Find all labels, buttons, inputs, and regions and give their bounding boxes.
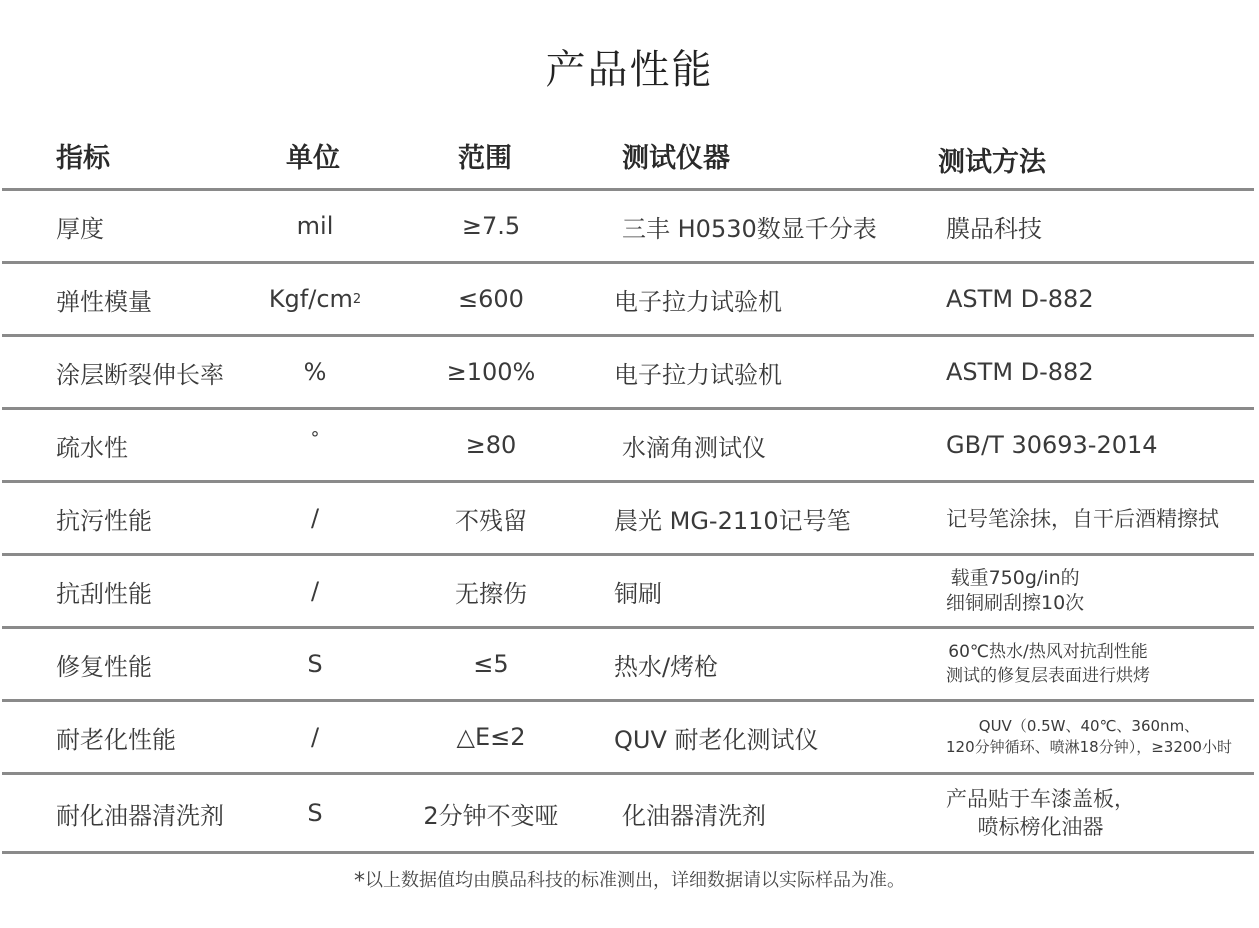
cell-unit: / xyxy=(310,577,320,605)
table-header xyxy=(2,118,1254,191)
cell-indicator: 抗刮性能 xyxy=(56,579,152,608)
cell-indicator: 抗污性能 xyxy=(56,506,152,535)
cell-unit: / xyxy=(310,723,320,751)
cell-method xyxy=(946,775,1135,851)
cell-unit: S xyxy=(307,799,323,827)
cell-instrument: 三丰 H0530数显千分表 xyxy=(622,214,877,243)
method-line: 60℃热水/热风对抗刮性能 xyxy=(948,642,1148,662)
asterisk: * xyxy=(354,869,365,894)
table-row xyxy=(2,191,1254,264)
cell-range: ≤5 xyxy=(473,650,509,678)
cell-unit: % xyxy=(303,358,327,386)
cell-instrument: 水滴角测试仪 xyxy=(622,433,766,462)
cell-instrument: QUV 耐老化测试仪 xyxy=(614,725,819,754)
cell-unit: / xyxy=(310,504,320,532)
table-row xyxy=(2,483,1254,556)
header-instrument: 测试仪器 xyxy=(622,143,730,174)
cell-method: 记号笔涂抹，自干后酒精擦拭 xyxy=(946,507,1219,531)
cell-unit: mil xyxy=(296,212,334,240)
method-line: 120分钟循环、喷淋18分钟），≥3200小时 xyxy=(946,738,1232,756)
cell-range: ≤600 xyxy=(458,285,524,313)
cell-method xyxy=(946,702,1232,772)
cell-indicator: 弹性模量 xyxy=(56,287,152,316)
header-method: 测试方法 xyxy=(938,147,1046,178)
method-line: 喷标榜化油器 xyxy=(977,815,1104,839)
table-row xyxy=(2,629,1254,702)
cell-instrument: 热水/烤枪 xyxy=(614,652,719,681)
cell-range: 2分钟不变哑 xyxy=(423,801,559,830)
cell-range: 无擦伤 xyxy=(455,579,527,608)
table-row xyxy=(2,702,1254,775)
table-row xyxy=(2,264,1254,337)
cell-indicator: 修复性能 xyxy=(56,652,152,681)
cell-range: ≥80 xyxy=(465,431,517,459)
footnote xyxy=(0,866,1259,894)
unit-text: Kgf/cm xyxy=(268,285,353,313)
cell-method: ASTM D-882 xyxy=(946,358,1094,386)
method-line: 细铜刷刮擦10次 xyxy=(946,592,1085,614)
header-range: 范围 xyxy=(458,143,512,174)
cell-method: ASTM D-882 xyxy=(946,285,1094,313)
cell-indicator: 耐化油器清洗剂 xyxy=(56,801,224,830)
cell-instrument: 晨光 MG-2110记号笔 xyxy=(614,506,851,535)
cell-indicator: 耐老化性能 xyxy=(56,725,176,754)
cell-unit: S xyxy=(307,650,323,678)
cell-unit xyxy=(257,264,373,334)
cell-instrument: 铜刷 xyxy=(614,579,662,608)
cell-method: 膜品科技 xyxy=(946,214,1042,243)
footnote-text: 以上数据值均由膜品科技的标准测出，详细数据请以实际样品为准。 xyxy=(365,870,905,891)
cell-range: 不残留 xyxy=(455,506,527,535)
cell-range: ≥7.5 xyxy=(461,212,521,240)
cell-instrument: 电子拉力试验机 xyxy=(614,287,782,316)
method-line: 测试的修复层表面进行烘烤 xyxy=(946,666,1150,686)
table-row xyxy=(2,410,1254,483)
page-title: 产品性能 xyxy=(545,47,714,93)
cell-method xyxy=(946,556,1084,626)
cell-indicator: 疏水性 xyxy=(56,433,128,462)
table-row xyxy=(2,556,1254,629)
table-row xyxy=(2,337,1254,410)
cell-method: GB/T 30693-2014 xyxy=(946,431,1158,459)
cell-indicator: 厚度 xyxy=(56,214,104,243)
method-line: 载重750g/in的 xyxy=(950,567,1080,589)
cell-indicator: 涂层断裂伸长率 xyxy=(56,360,224,389)
cell-range: △E≤2 xyxy=(456,723,526,751)
cell-unit: ° xyxy=(310,428,320,449)
header-unit: 单位 xyxy=(286,143,340,174)
method-line: QUV（0.5W、40℃、360nm、 xyxy=(978,717,1200,735)
header-indicator: 指标 xyxy=(56,143,110,174)
cell-instrument: 化油器清洗剂 xyxy=(622,801,766,830)
table-row xyxy=(2,775,1254,854)
performance-table xyxy=(2,118,1254,854)
cell-method xyxy=(946,629,1150,699)
method-line: 产品贴于车漆盖板， xyxy=(946,787,1135,811)
cell-instrument: 电子拉力试验机 xyxy=(614,360,782,389)
unit-superscript: 2 xyxy=(352,291,362,307)
cell-range: ≥100% xyxy=(446,358,536,386)
